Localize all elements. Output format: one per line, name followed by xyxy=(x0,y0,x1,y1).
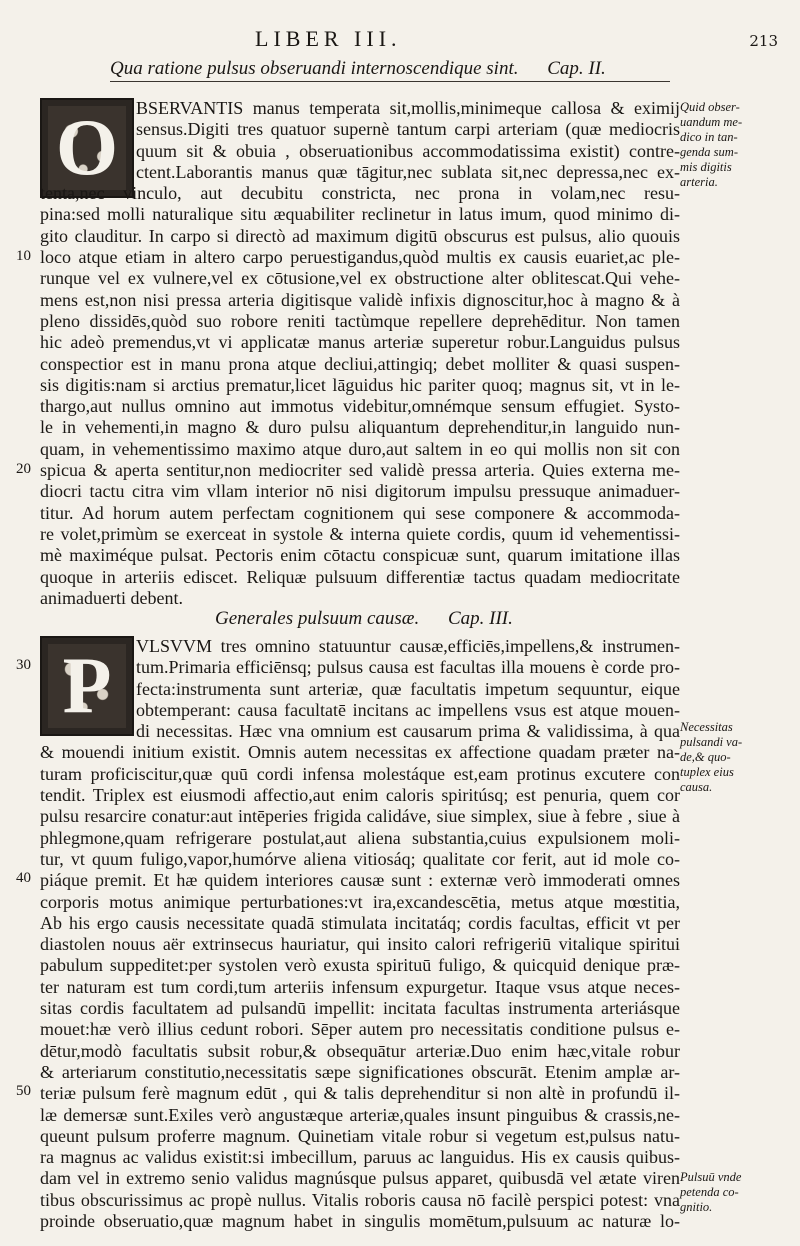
line-number: 40 xyxy=(16,870,31,886)
text-line: & arteriarum constitutio,necessitatis sæpe significationes obscurāt. Etenim amplæ ar- xyxy=(40,1061,680,1082)
text-line: tibus obscurissimus ac propè nullus. Vitalis roboris causa nō facilè perspici potest: vna xyxy=(40,1189,680,1210)
text-line: animaduerti debent. xyxy=(40,587,183,608)
text-line: spicua & aperta sentitur,non mediocriter sed validè pressa arteria. Quies externa me- xyxy=(40,460,680,481)
text-line: diocri tactu citra vim vllam interior nō nisi digitorum impulsu pressuque animaduer- xyxy=(40,481,680,502)
line-number: 50 xyxy=(16,1083,31,1099)
text-line: quam, in vehementissimo maximo atque duro,aut saltem in eo qui mollis non sit con xyxy=(40,438,680,459)
line-number: 10 xyxy=(16,248,31,264)
text-line: Ab his ergo causis necessitate quadā stimulata incitatáq; cordis facultas, efficit vt per xyxy=(40,912,680,933)
text-line: hic adeò premendus,vt vi applicatæ manus arteriæ superetur robur.Languidus pulsus xyxy=(40,332,680,353)
text-line: di necessitas. Hæc vna omnium est causarum prima & validissima, à qua xyxy=(136,721,680,742)
text-line: & mouendi initium existit. Omnis autem necessitas ex affectione quadam præter na- xyxy=(40,742,680,763)
chapter-2-number: Cap. II. xyxy=(547,58,606,79)
text-line: thargo,aut nullus omnino aut immotus videbitur,omnémque sensum effugiet. Systo- xyxy=(40,396,680,417)
text-line: titur. Ad horum autem perfectam cognitionem qui sese componere & accommoda- xyxy=(40,502,680,523)
text-line: teriæ pulsum ferè magnum edūt , qui & talis deprehenditur si non altè in profundū il- xyxy=(40,1083,680,1104)
text-line: dam vel in extremo senio validus magnúsque pulsus apparet, quibusdā vel ætate viren xyxy=(40,1168,680,1189)
text-line: mè maximéque pulsat. Pectoris enim cōtactu conspicuæ sunt, quarum imitatione illas xyxy=(40,545,680,566)
text-line: sitas cordis facultatem ad pulsandū impellit: incitata facultas instrumenta arteriásque xyxy=(40,998,680,1019)
text-line: tendit. Triplex est eiusmodi affectio,aut enim caloris spiritúsq; est penuria, quem cor xyxy=(40,785,680,806)
marginal-note: Quid obser- uandum me- dico in tan- genda sum- mis digitis arteria. xyxy=(680,100,743,189)
marginal-note: Necessitas pulsandi va- de,& quo- tuplex eius causa. xyxy=(680,720,743,794)
chapter-3-heading xyxy=(215,608,775,630)
text-line: quoque in arteriis ediscet. Reliquæ pulsuum differentiæ tactus quadam mediocritate xyxy=(40,566,680,587)
text-line: ter naturam est tum cordi,tum arteriis infensum expurgetur. Itaque vsus atque neces- xyxy=(40,976,680,997)
text-line: quum sit & obuia , obseruationibus accommodatissima existit) contre- xyxy=(136,140,680,161)
text-line: mouet:hæ verò illius cedunt robori. Sēper autem pro necessitatis conditione pulsus e- xyxy=(40,1019,680,1040)
text-line: fecta:instrumenta sunt arteriæ, quæ facultatis impetum sequuntur, eique xyxy=(136,678,680,699)
text-line: queunt pulsum proferre magnum. Quinetiam vitale robur si vegetum est,pulsus natu- xyxy=(40,1125,680,1146)
chapter-3-text xyxy=(40,636,680,1232)
text-line: sensus.Digiti tres quatuor supernè tantum carpi arteriam (quæ mediocris xyxy=(136,119,680,140)
text-line: corporis motus animique perturbationes:vt ira,excandescētia, metus atque mœstitia, xyxy=(40,891,680,912)
text-line: diastolen nouus aër extrinsecus hauriatur, qui insito calori refrigeriū vitalique spiritui xyxy=(40,934,680,955)
text-line: ctent.Laborantis manus quæ tāgitur,nec sublata sit,nec depressa,nec ex- xyxy=(136,161,680,182)
text-line: pulsu resarcire conatur:aut intēperies frigida calidáve, siue simplex, siue à febre , siue à xyxy=(40,806,680,827)
text-line: proinde obseruatio,quæ magnum habet in singulis momētum,pulsuum ac naturæ lo- xyxy=(40,1211,680,1232)
text-line: tum.Primaria efficiēnsq; pulsus causa est facultas illa mouens è corde pro- xyxy=(136,657,680,678)
marginal-note: Pulsuū vnde petenda co- gnitio. xyxy=(680,1170,742,1214)
text-line: phlegmone,quam refrigerare postulat,aut aliena substantia,cuius expulsionem moli- xyxy=(40,827,680,848)
text-line: pabulum suppeditet:per systolen verò exusta spirituū fuligo, & quicquid denique præ- xyxy=(40,955,680,976)
text-line: pleno dissidēs,quòd suo robore reniti tactùmque repellere deprehēditur. Non tamen xyxy=(40,310,680,331)
text-line: conspectior est in manu prona atque decliui,attingiq; debet molliter & quasi suspen- xyxy=(40,353,680,374)
initial-letter: O xyxy=(55,103,119,192)
initial-letter: P xyxy=(62,641,112,730)
text-line: turam proficiscitur,quæ quū cordi infensa molestáque est,eam protinus excutere con xyxy=(40,763,680,784)
text-line: tenta,nec vinculo, aut decubitu constricta, nec prona in volam,nec resu- xyxy=(40,183,680,204)
text-line: pina:sed molli naturalique situ æquabiliter reclinetur in latus imum, quod minimo di- xyxy=(40,204,680,225)
text-line: runque vel ex vulnere,vel ex cōtusione,vel ex obstructione alter oblitescat.Qui vehe- xyxy=(40,268,680,289)
chapter-3-number: Cap. III. xyxy=(447,608,513,629)
chapter-2-title: Qua ratione pulsus obseruandi internoscendique sint. xyxy=(110,58,519,79)
page-number: 213 xyxy=(749,32,778,50)
text-line: sis digitis:nam si arctius prematur,licet lāguidus hic pariter quoq; magnus sit, vt in le- xyxy=(40,374,680,395)
text-line: BSERVANTIS manus temperata sit,mollis,minimeque callosa & eximij xyxy=(136,98,680,118)
text-line: piáque premit. Et hæ quidem interiores causæ sunt : externæ verò immoderati omnes xyxy=(40,870,680,891)
running-head xyxy=(0,26,800,54)
text-line: ra magnus ac validus existit:si imbecillum, paruus ac languidus. His ex causis quibus- xyxy=(40,1147,680,1168)
text-line: gito clauditur. In carpo si directò ad maximum digitū obscurus est pulsus, alio quouis xyxy=(40,225,680,246)
text-line: obtemperant: causa facultatē incitans ac impellens vsus est atque mouen- xyxy=(136,699,680,720)
text-line: loco atque etiam in altero carpo peruestigandus,quòd multis ex causis euariet,ac ple- xyxy=(40,247,680,268)
line-number: 20 xyxy=(16,461,31,477)
text-line: VLSVVM tres omnino statuuntur causæ,efficiēs,impellens,& instrumen- xyxy=(136,636,680,656)
text-line: tur, vt quum fuligo,vapor,humórve aliena vitiosáq; qualitate cor ferit, aut id mole co- xyxy=(40,848,680,869)
line-number: 30 xyxy=(16,657,31,673)
chapter-2-text xyxy=(40,98,680,609)
chapter-3-title: Generales pulsuum causæ. xyxy=(215,608,420,629)
text-line: le in vehementi,in magno & duro pulsu aliquantum deprehenditur,in languido nun- xyxy=(40,417,680,438)
text-line: mens est,non nisi pressa arteria digitisque validè infixis dignoscitur,hoc à magno & à xyxy=(40,289,680,310)
text-line: dētur,modò facultatis subsit robur,& obsequātur arteriæ.Duo enim hæc,vitale robur xyxy=(40,1040,680,1061)
text-line: læ demersæ sunt.Exiles verò angustæque arteriæ,quales insunt pinguibus & crassis,ne- xyxy=(40,1104,680,1125)
running-title: LIBER III. xyxy=(255,26,402,51)
chapter-2-heading xyxy=(110,58,670,82)
text-line: re volet,primùm se exerceat in systole & interna quiete cordis, quum id vehementissi- xyxy=(40,523,680,544)
